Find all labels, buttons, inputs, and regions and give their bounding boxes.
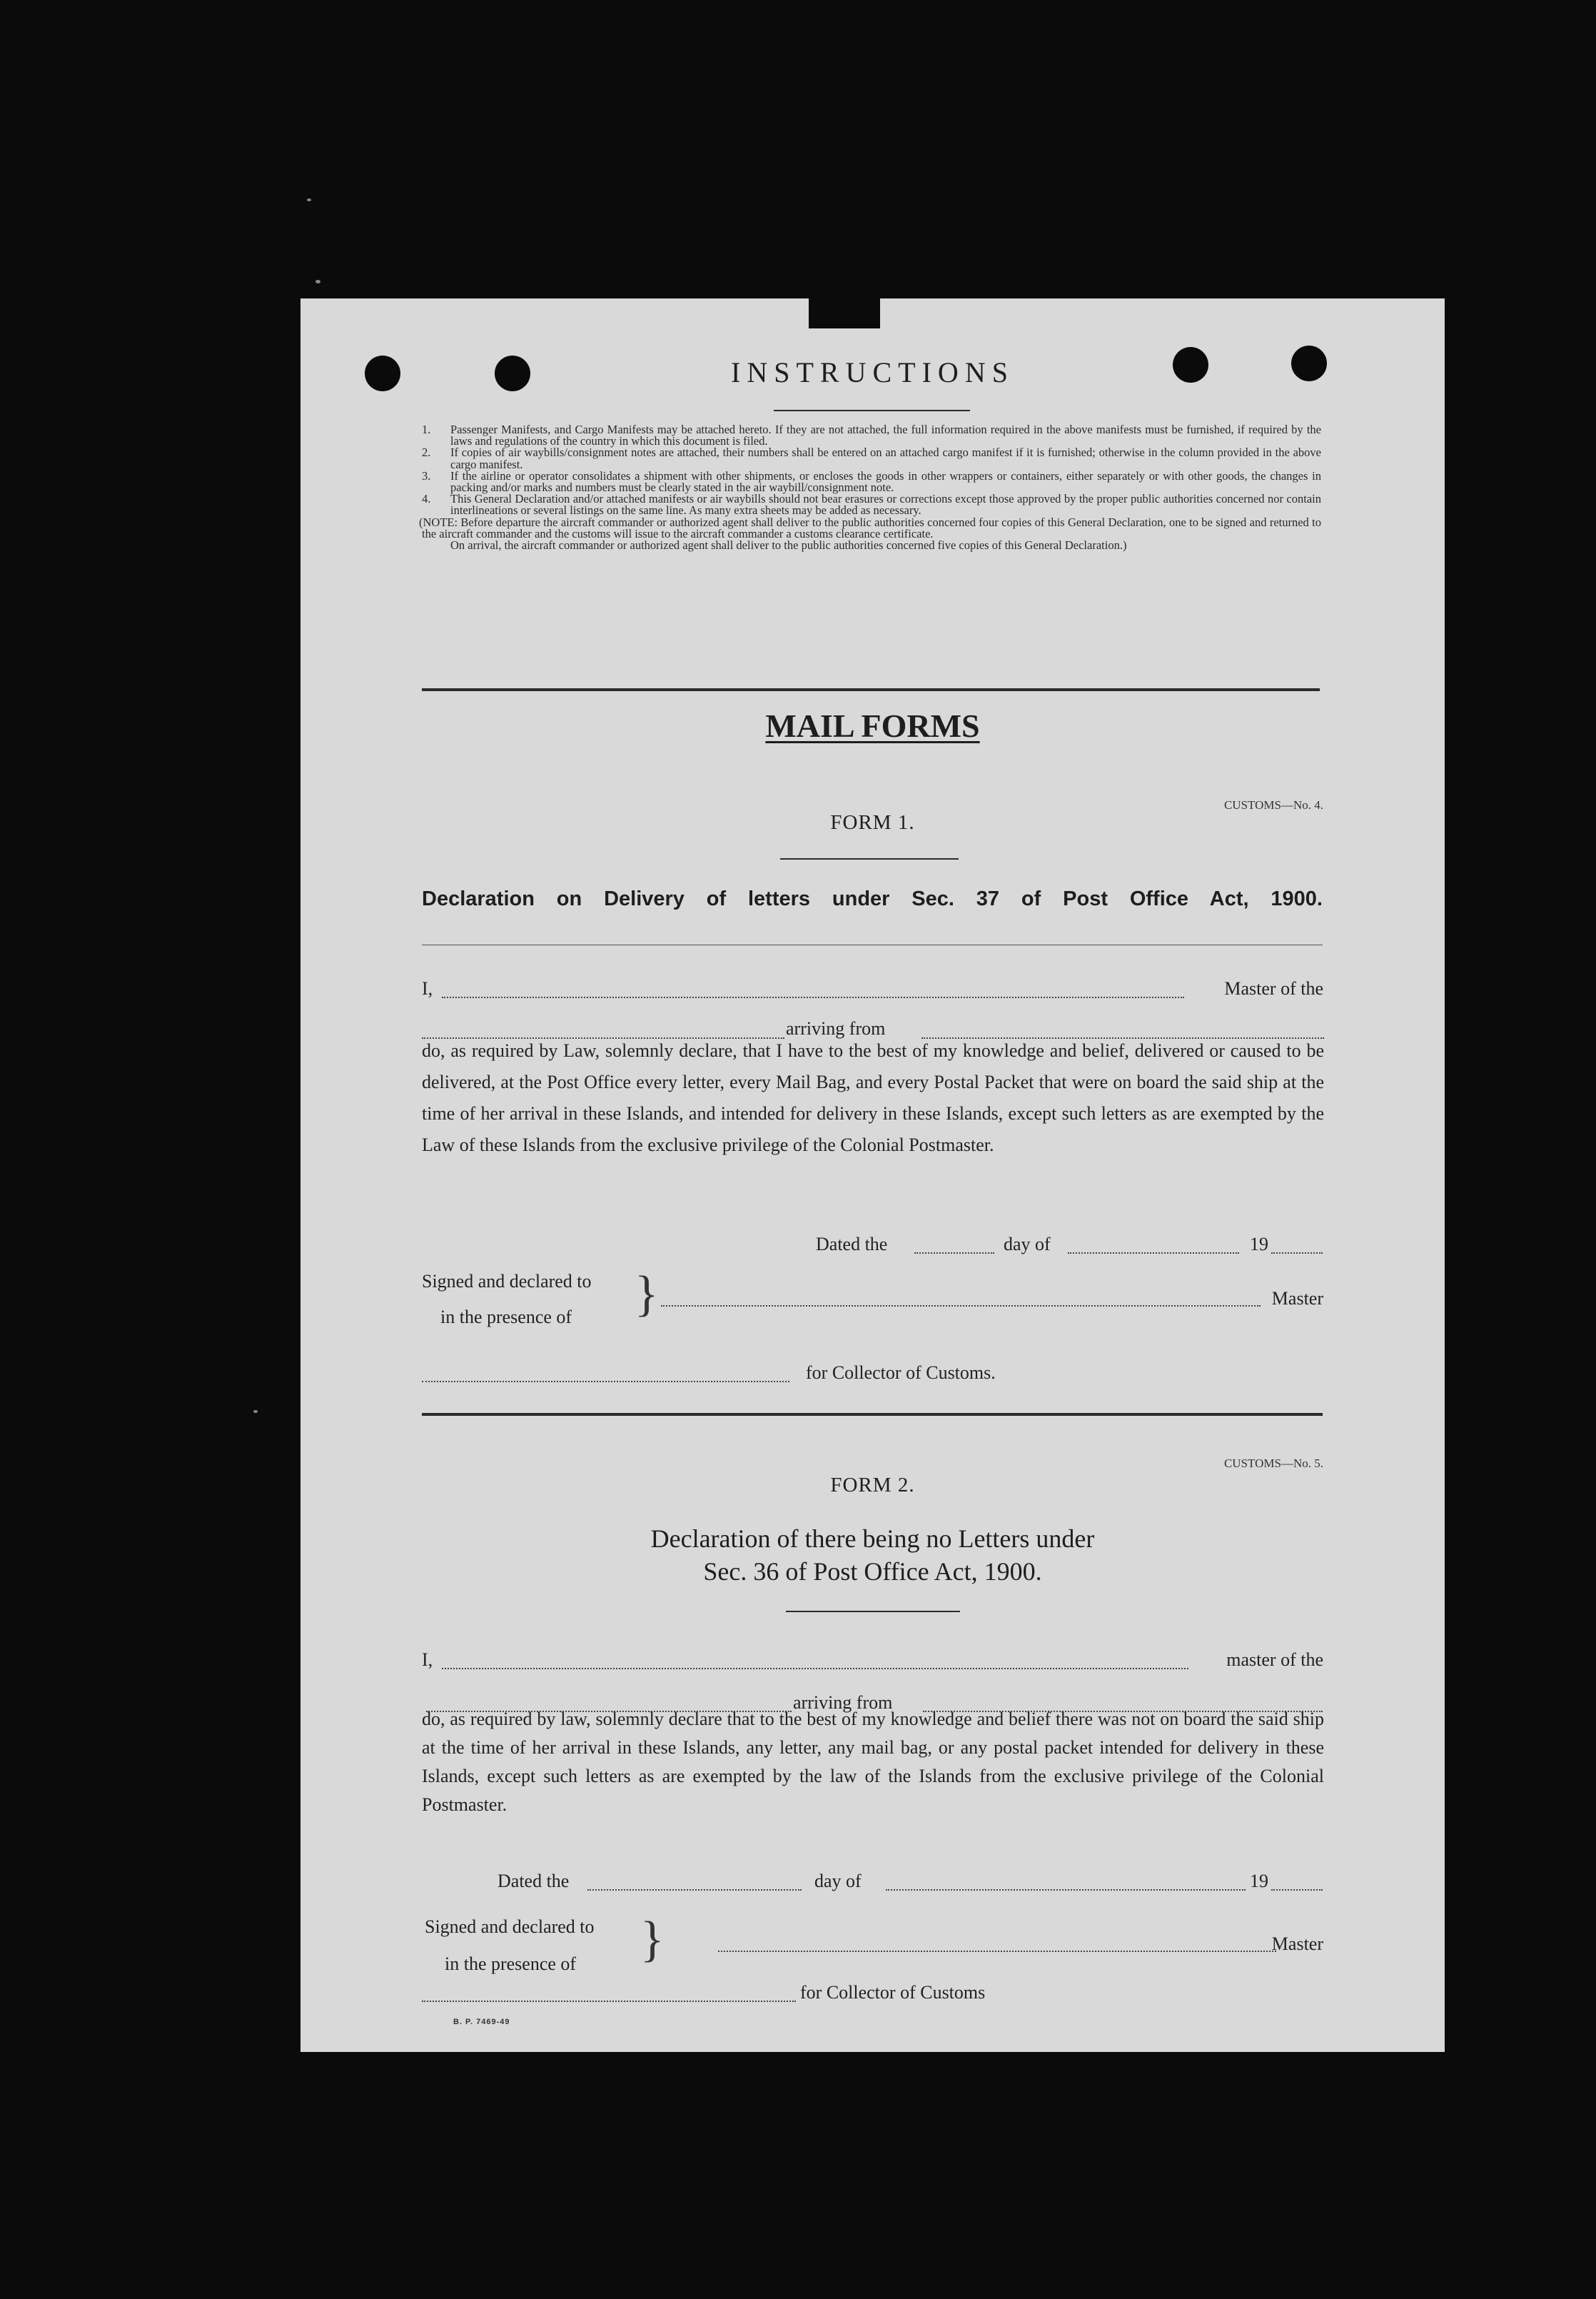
instructions-title: INSTRUCTIONS [731,356,1014,388]
form2-signed-line1: Signed and declared to [425,1916,595,1937]
form2-heading-underline [786,1611,960,1612]
form1-month-field[interactable] [1068,1252,1239,1254]
instruction-text: If the airline or operator consolidates a shipment with other shipments, or encloses the goods in other wrappers or containers, either separately or with other goods, the changes in packing and/or marks and numbers must be clearly stated in the air waybill/consignment note. [450,468,1321,495]
form1-collector-label: for Collector of Customs. [806,1362,996,1383]
form2-dated-the: Dated the [498,1871,570,1891]
form2-master-label: Master [1271,1933,1323,1954]
form2-master-of-the: master of the [1226,1649,1323,1670]
form2-collector-signature-field[interactable] [422,2001,796,2002]
form1-name-field[interactable] [442,997,1184,998]
form2-title: FORM 2. [830,1474,915,1496]
instructions-title-underline [774,410,970,411]
form2-customs-number: CUSTOMS—No. 5. [1223,1457,1323,1470]
document-page [300,298,1445,2052]
instruction-item [422,447,1321,470]
section-divider [422,688,1320,691]
scan-speck [253,1410,258,1413]
mail-forms-title: MAIL FORMS [765,708,980,744]
form1-master-signature-field[interactable] [661,1305,1261,1307]
form1-brace: } [635,1267,659,1322]
form2-master-signature-field[interactable] [718,1951,1276,1952]
paper-tab-mark [809,298,880,328]
instructions-note: (NOTE: Before departure the aircraft commander or authorized agent shall deliver to the public authorities concerned four copies of this General Declaration, one to be signed and returned to the aircraft commander and the customs will issue to the aircraft commander a customs clearance certificate. [419,515,1321,540]
form2-arriving-from: arriving from [793,1692,893,1713]
instruction-text: Passenger Manifests, and Cargo Manifests may be attached hereto. If they are not attached, the full information required in the above manifests must be furnished, if required by the laws and regulations of the country in which this document is filed. [450,423,1321,448]
form1-title: FORM 1. [830,811,915,834]
section-divider [422,1413,1323,1416]
instructions-list [419,423,1321,553]
form1-year-prefix: 19 [1250,1234,1268,1254]
form2-year-prefix: 19 [1250,1871,1268,1891]
form2-date-field[interactable] [587,1889,802,1891]
form2-declaration-line1: Declaration of there being no Letters under [650,1524,1095,1553]
form2-day-of: day of [814,1871,862,1891]
form1-declaration-heading [422,887,1323,911]
form2-i-label: I, [422,1649,433,1670]
form2-year-field[interactable] [1271,1889,1323,1891]
scan-speck [307,198,311,201]
form2-collector-label: for Collector of Customs [800,1982,986,2003]
form2-month-field[interactable] [886,1889,1246,1891]
instruction-item [422,468,1321,495]
form1-day-of: day of [1004,1234,1051,1254]
form1-title-underline [780,858,959,860]
form1-year-field[interactable] [1271,1252,1323,1254]
form1-signed-line2: in the presence of [440,1307,572,1327]
instruction-item [422,493,1321,516]
form2-brace: } [640,1912,665,1967]
form1-collector-signature-field[interactable] [422,1381,789,1382]
instruction-number: 2. [422,446,431,460]
form2-declaration-line2: Sec. 36 of Post Office Act, 1900. [703,1557,1042,1586]
form1-body: do, as required by Law, solemnly declare, that I have to the best of my knowledge and belief, delivered or caused to be delivered, at the Post Office every letter, every Mail Bag, and every Postal Packet that were on board the said ship at the time of her arrival in these Islands, and intended for delivery in these Islands, except such letters as are exempted by the Law of these Islands from the exclusive privilege of the Colonial Postmaster. [422,1040,1324,1155]
form1-date-field[interactable] [914,1252,994,1254]
form1-signed-line1: Signed and declared to [422,1271,592,1292]
print-code: B. P. 7469-49 [453,2018,510,2026]
instruction-number: 4. [422,492,431,506]
form1-dated-the: Dated the [816,1234,888,1254]
form1-customs-number: CUSTOMS—No. 4. [1223,798,1323,812]
instruction-item [422,424,1321,447]
form1-declaration-text: Declaration on Delivery of letters under Sec. 37 of Post Office Act, 1900. [422,887,1323,910]
instruction-number: 1. [422,423,431,436]
form2-body: do, as required by law, solemnly declare that to the best of my knowledge and belief there was not on board the said ship at the time of her arrival in these Islands, any letter, any mail bag, or any postal packet intended for delivery in these Islands, except such letters as are exempted by the law of the Islands from the exclusive privilege of the Colonial Postmaster. [422,1709,1324,1815]
form1-i-label: I, [422,978,433,999]
instruction-text: This General Declaration and/or attached manifests or air waybills should not bear erasures or corrections except those approved by the proper public authorities concerned nor contain interlineations or several listings on the same line. As many extra sheets may be added as necessary. [450,492,1321,518]
form2-name-field[interactable] [442,1668,1188,1669]
form1-master-label: Master [1271,1288,1323,1309]
form2-signed-line2: in the presence of [445,1953,577,1974]
form1-arriving-from: arriving from [786,1018,886,1039]
instruction-text: If copies of air waybills/consignment notes are attached, their numbers shall be entered on an attached cargo manifest if it is furnished; otherwise in the column provided in the above cargo manifest. [450,446,1321,471]
instructions-note-arrival: On arrival, the aircraft commander or authorized agent shall deliver to the public authorities concerned five copies of this General Declaration.) [450,538,1127,553]
scan-speck [315,280,320,283]
instruction-number: 3. [422,468,431,483]
form1-master-of-the: Master of the [1224,978,1323,999]
